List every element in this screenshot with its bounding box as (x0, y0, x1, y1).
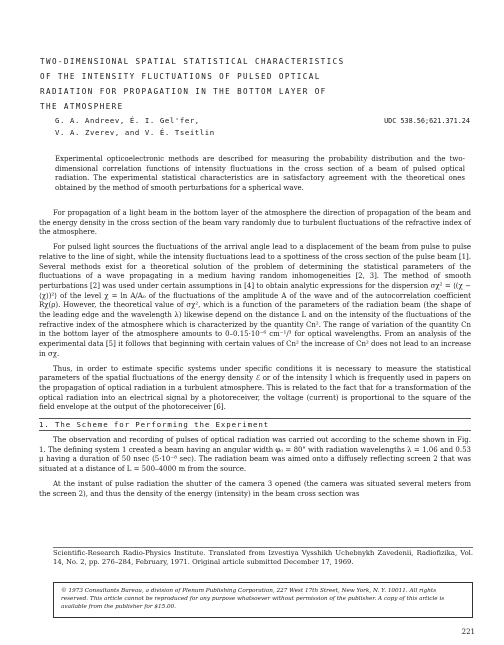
udc-code: UDC 538.56;621.371.24 (384, 117, 470, 125)
article-body (39, 209, 471, 504)
article-title (40, 54, 470, 114)
footnote: Scientific-Research Radio-Physics Institute. Translated from Izvestiya Vysshikh Uchebnykh Zavedenii, Radiofizika, Vol. 14, No. 2, pp. 276–284, February, 1971. Original article submitted December 17, 1969. (53, 549, 473, 567)
body-paragraph: At the instant of pulse radiation the shutter of the camera 3 opened (the camera was situated several meters from the screen 2), and thus the density of the energy (intensity) in the beam cross section was (39, 479, 471, 498)
title-line: TWO-DIMENSIONAL SPATIAL STATISTICAL CHARACTERISTICS (40, 57, 345, 66)
page-number: 221 (461, 628, 475, 636)
title-line: OF THE INTENSITY FLUCTUATIONS OF PULSED OPTICAL (40, 72, 321, 81)
body-paragraph: Thus, in order to estimate specific systems under specific conditions it is necessary to measure the statistical parameters of the spatial fluctuations of the energy density ℰ or of the intensity I which is frequently used in papers on the propagation of optical radiation in a turbulent atmosphere. This is related to the fact that for a transformation of the optical radiation into an electrical signal by a photoreceiver, the voltage (current) is proportional to the square of the field envelope at the output of the photoreceiver [6]. (39, 364, 471, 412)
copyright-notice: © 1973 Consultants Bureau, a division of Plenum Publishing Corporation, 227 West 17th Street, New York, N. Y. 10011. All rights reserved. This article cannot be reproduced for any purpose whatsoever without permission of the publisher. A copy of this article is available from the publisher for $15.00. (53, 582, 473, 618)
body-paragraph: The observation and recording of pulses of optical radiation was carried out according to the scheme shown in Fig. 1. The defining system 1 created a beam having an angular width φ₀ = 80" with radiation wavelengths λ = 1.06 and 0.53 μ having a duration of 50 nsec (5·10⁻⁸ sec). The radiation beam was aimed onto a diffusely reflecting screen 2 that was situated at a distance of L = 500–4000 m from the source. (39, 436, 471, 474)
author-list (55, 115, 275, 139)
abstract: Experimental opticoelectronic methods are described for measuring the probability distribution and the two-dimensional correlation functions of intensity fluctuations in the cross section of a beam of pulsed optical radiation. The experimental statistical characteristics are in satisfactory agreement with the theoretical ones obtained by the method of smooth perturbations for a spherical wave. (55, 155, 465, 192)
title-line: THE ATMOSPHERE (40, 102, 124, 111)
body-paragraph: For propagation of a light beam in the bottom layer of the atmosphere the direction of propagation of the beam and the energy density in the cross section of the beam vary randomly due to turbulent fluctuations of the refractive index of the atmosphere. (39, 209, 471, 237)
title-line: RADIATION FOR PROPAGATION IN THE BOTTOM LAYER OF (40, 87, 327, 96)
author-line: V. A. Zverev, and V. É. Tseitlin (55, 128, 215, 137)
section-heading: 1. The Scheme for Performing the Experiment (39, 418, 471, 431)
body-paragraph: For pulsed light sources the fluctuations of the arrival angle lead to a displacement of the beam from pulse to pulse relative to the line of sight, while the intensity fluctuations lead to a spottiness of the cross section of the pulse beam [1]. Several methods exist for a theoretical solution of the problem of determining the statistical parameters of the fluctuations of a wave propagating in a medium having random inhomogeneities [2, 3]. The method of smooth perturbations [2] was used under certain assumptions in [4] to obtain analytic expressions for the dispersion σχ² = ⟨(χ − ⟨χ⟩)²⟩ of the level χ = ln A/A₀ of the fluctuations of the amplitude A of the wave and of the autocorrelation coefficient Rχ(ρ). However, the theoretical value of σχ², which is a function of the parameters of the radiation beam (the shape of the leading edge and the wavelength λ) likewise depend on the distance L and on the intensity of the fluctuations of the refractive index of the atmosphere which is characterized by the quantity Cn². The range of variation of the quantity Cn in the bottom layer of the atmosphere amounts to 0–0.15·10⁻⁶ cm⁻¹/³ for optical wavelengths. From an analysis of the experimental data [5] it follows that beginning with certain values of Cn² the increase of Cn² does not lead to an increase in σχ. (39, 243, 471, 358)
author-line: G. A. Andreev, É. I. Gel'fer, (55, 116, 200, 125)
